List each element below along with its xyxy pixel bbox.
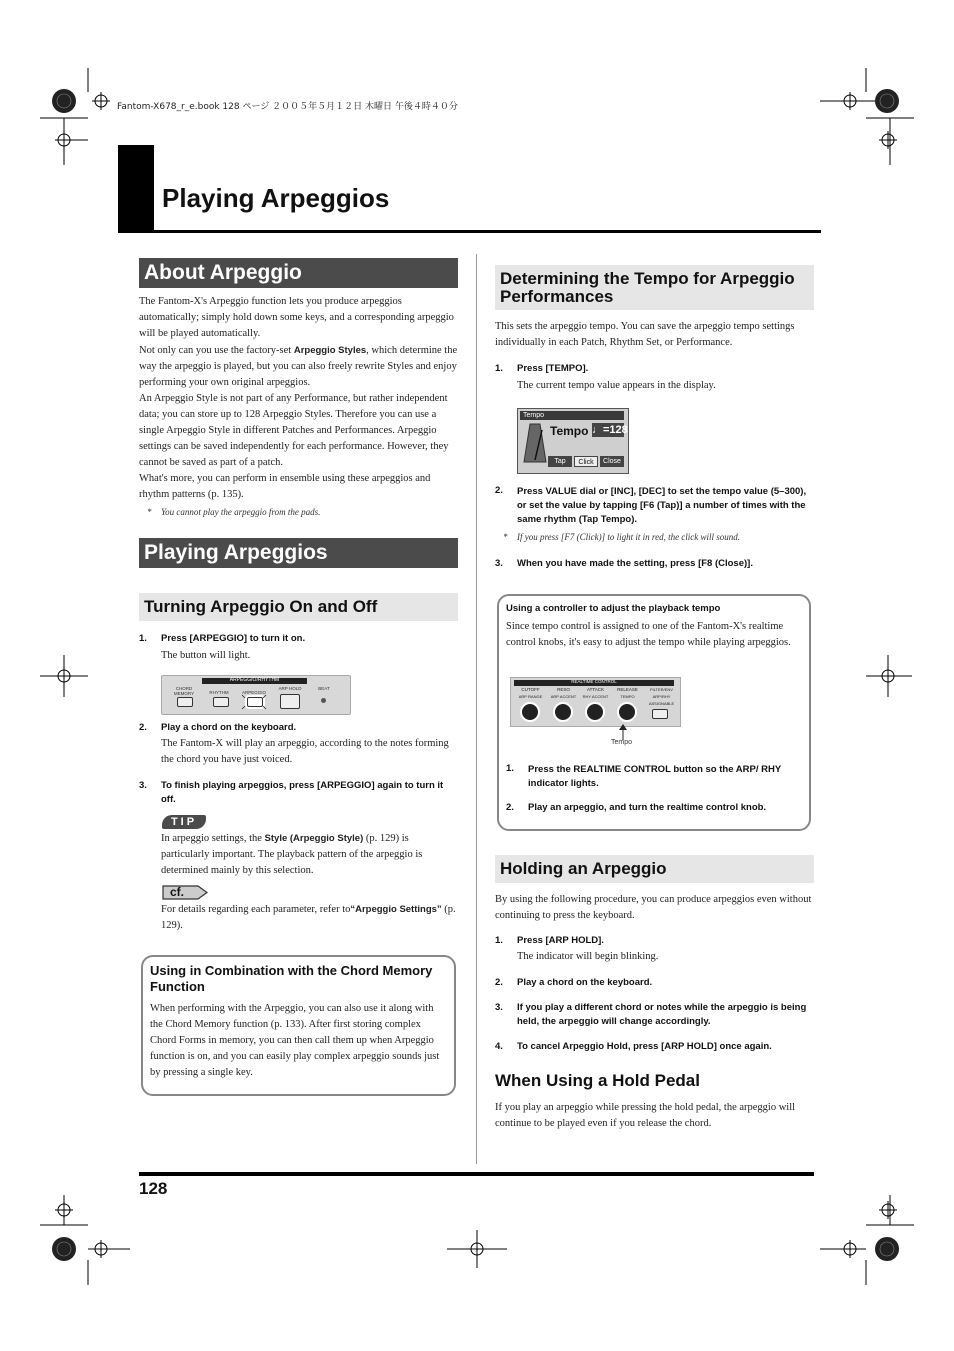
- cf-text-a: For details regarding each parameter, refer to: [161, 904, 351, 915]
- about-note: You cannot play the arpeggio from the pads.: [161, 507, 321, 517]
- metronome-icon: [522, 422, 548, 466]
- step-number: 3.: [139, 780, 147, 791]
- about-paragraph-1: The Fantom-X's Arpeggio function lets you produce arpeggios automatically; simply hold down some keys, and a corresponding arpeggio will be played automatically.: [139, 296, 454, 339]
- close-button[interactable]: Close: [600, 456, 624, 467]
- attack-knob[interactable]: [585, 702, 605, 722]
- tempo-screen-titlebar: Tempo: [520, 411, 624, 420]
- file-header: Fantom-X678_r_e.book 128 ページ ２００５年５月１２日 木曜日 午後４時４０分: [117, 102, 458, 112]
- rt-k1-bot: ARP RANGE: [518, 694, 543, 699]
- step-turn-off: To finish playing arpeggios, press [ARPEGGIO] again to turn it off.: [161, 780, 444, 805]
- step-number: 2.: [495, 485, 503, 496]
- step-number: 1.: [495, 363, 503, 374]
- rt-k2-bot: ARP ACCENT: [550, 694, 577, 699]
- step-press-tempo: Press [TEMPO].: [517, 363, 589, 374]
- column-divider: [476, 254, 477, 1164]
- step-close: When you have made the setting, press [F8 (Close)].: [517, 558, 753, 569]
- arpeggio-panel-image: [161, 675, 351, 715]
- step-turn-knob: Play an arpeggio, and turn the realtime control knob.: [528, 802, 767, 813]
- panel-arpeggio-label: ARPEGGIO: [241, 690, 266, 695]
- tempo-intro: This sets the arpeggio tempo. You can save the arpeggio tempo settings individually in each Patch, Rhythm Set, or Performance.: [495, 321, 795, 348]
- cf-text-c: (p. 129).: [161, 904, 456, 931]
- chord-memory-box-body: When performing with the Arpeggio, you can also use it along with the Chord Memory function (p. 133). After first storing complex Chord Forms in memory, you can then call them up when Arpeggio function is on, and you can easily play complex arpeggio sounds just by pressing a single key.: [150, 1003, 440, 1078]
- section-heading-holding: Holding an Arpeggio: [495, 855, 814, 883]
- step-arp-hold-desc: The indicator will begin blinking.: [517, 951, 659, 962]
- click-button[interactable]: Click: [574, 456, 598, 467]
- section-heading-about: About Arpeggio: [139, 258, 458, 288]
- tip-badge: TIP: [162, 815, 206, 829]
- rt-group-label: REALTIME CONTROL: [571, 679, 617, 684]
- controller-box-title: Using a controller to adjust the playback tempo: [506, 603, 721, 614]
- step-hold-play-chord: Play a chord on the keyboard.: [517, 977, 653, 988]
- tempo-note-mark: *: [503, 532, 508, 542]
- tempo-screen-value: ♩=128: [592, 424, 628, 436]
- arp-hold-button[interactable]: [280, 694, 300, 709]
- cutoff-knob[interactable]: [520, 702, 540, 722]
- rt-k4-bot: TEMPO: [620, 694, 635, 699]
- about-paragraph-4: What's more, you can perform in ensemble using these arpeggios and rhythm patterns (p. 135).: [139, 473, 431, 500]
- step-play-chord: Play a chord on the keyboard.: [161, 722, 297, 733]
- tip-text-c: (p. 129) is particularly important. The playback pattern of the arpeggio is determined mainly by this selection.: [161, 833, 423, 876]
- tempo-caption: Tempo: [611, 739, 633, 746]
- panel-group-label: ARPEGGIO/RHYTHM: [229, 677, 280, 683]
- rt-k3-top: ATTACK: [586, 687, 605, 692]
- realtime-control-panel-image: [510, 677, 681, 727]
- panel-chord-memory-label: CHORD MEMORY: [173, 686, 195, 696]
- tap-button[interactable]: Tap: [548, 456, 572, 467]
- tip-text-a: In arpeggio settings, the: [161, 833, 265, 844]
- step-play-chord-desc: The Fantom-X will play an arpeggio, according to the notes forming the chord you have just voiced.: [161, 738, 449, 765]
- tip-text: [161, 831, 456, 879]
- about-paragraph-2: [139, 343, 459, 391]
- reso-knob[interactable]: [553, 702, 573, 722]
- about-paragraph-3: An Arpeggio Style is not part of any Performance, but rather independent data; you can store up to 128 Arpeggio Styles. Therefore you can use a single Arpeggio Style in different Patches and Performances. Arpeggio settings can be saved independently for each performance. However, they cannot be saved as part of a patch.: [139, 393, 449, 468]
- section-heading-tempo: Determining the Tempo for Arpeggio Performances: [495, 265, 814, 310]
- tempo-arrow-icon: [618, 724, 628, 740]
- panel-rhythm-label: RHYTHM: [209, 690, 229, 695]
- holding-intro: By using the following procedure, you can produce arpeggios even without continuing to press the keyboard.: [495, 894, 812, 921]
- step-number: 3.: [495, 1002, 503, 1013]
- rt-k1-top: CUTOFF: [521, 687, 540, 692]
- about-note-mark: *: [147, 507, 152, 517]
- section-heading-playing: Playing Arpeggios: [139, 538, 458, 568]
- rt-k3-bot: RHY ACCENT: [582, 694, 609, 699]
- step-arp-hold: Press [ARP HOLD].: [517, 935, 604, 946]
- controller-box-body: Since tempo control is assigned to one of the Fantom-X's realtime control knobs, it's easy to adjust the tempo while playing arpeggios.: [506, 621, 791, 648]
- about-p2-text-a: Not only can you use the factory-set: [139, 345, 294, 356]
- title-block-marker: [118, 145, 154, 233]
- step-number: 2.: [506, 802, 514, 813]
- tempo-screen-label: Tempo: [550, 424, 589, 438]
- cf-badge-shape: [162, 885, 208, 900]
- cf-text-bold: “Arpeggio Settings”: [350, 904, 442, 915]
- tempo-screen: [517, 408, 629, 474]
- tip-text-bold: Style (Arpeggio Style): [264, 833, 364, 844]
- step-hold-change-chord: If you play a different chord or notes while the arpeggio is being held, the arpeggio will change accordingly.: [517, 1002, 807, 1027]
- cf-badge: cf.: [170, 885, 185, 899]
- chord-memory-button[interactable]: [177, 697, 193, 707]
- about-p2-text-c: , which determine the way the arpeggio is played, but you can also freely rewrite Styles and enjoy performing your own original arpeggios.: [139, 345, 458, 388]
- step-press-tempo-desc: The current tempo value appears in the display.: [517, 380, 716, 391]
- release-tempo-knob[interactable]: [617, 702, 637, 722]
- light-rays-icon: [240, 691, 268, 713]
- panel-arp-hold-label: ARP HOLD: [278, 686, 302, 691]
- step-realtime-button: Press the REALTIME CONTROL button so the ARP/ RHY indicator lights.: [528, 764, 781, 789]
- subheading-turning-on-off: Turning Arpeggio On and Off: [139, 593, 458, 621]
- page-title: Playing Arpeggios: [162, 183, 390, 213]
- step-set-tempo: Press VALUE dial or [INC], [DEC] to set the tempo value (5–300), or set the value by tapping [F6 (Tap)] a number of times with the same rhythm (Tap Tempo).: [517, 486, 807, 525]
- rhythm-button[interactable]: [213, 697, 229, 707]
- realtime-control-button[interactable]: [652, 709, 668, 719]
- tempo-note: If you press [F7 (Click)] to light it in red, the click will sound.: [517, 532, 741, 542]
- title-rule: [118, 230, 821, 233]
- rt-sw-bot: ASSIGNABLE: [648, 701, 675, 706]
- step-number: 3.: [495, 558, 503, 569]
- step-arpeggio-on: Press [ARPEGGIO] to turn it on.: [161, 633, 306, 644]
- rt-sw-top: FILTER/ENV: [650, 687, 673, 692]
- step-number: 1.: [139, 633, 147, 644]
- rt-k2-top: RESO: [557, 687, 570, 692]
- step-number: 1.: [506, 763, 514, 774]
- beat-indicator: [321, 698, 326, 703]
- step-number: 1.: [495, 935, 503, 946]
- hold-pedal-body: If you play an arpeggio while pressing the hold pedal, the arpeggio will continue to be played even if you release the chord.: [495, 1102, 796, 1129]
- cf-text: [161, 902, 456, 934]
- step-number: 4.: [495, 1041, 503, 1052]
- subheading-hold-pedal: When Using a Hold Pedal: [495, 1071, 700, 1090]
- rt-k4-top: RELEASE: [617, 687, 638, 692]
- step-number: 2.: [139, 722, 147, 733]
- chord-memory-box-title: Using in Combination with the Chord Memory Function: [150, 963, 433, 994]
- page-number: 128: [139, 1179, 168, 1198]
- rt-sw-mid: ARP/RHY: [652, 694, 671, 699]
- step-arpeggio-on-desc: The button will light.: [161, 650, 251, 661]
- panel-beat-label: BEAT: [318, 686, 330, 691]
- step-cancel-hold: To cancel Arpeggio Hold, press [ARP HOLD] once again.: [517, 1041, 772, 1052]
- step-number: 2.: [495, 977, 503, 988]
- footer-rule: [139, 1172, 814, 1176]
- about-p2-bold: Arpeggio Styles: [293, 345, 367, 356]
